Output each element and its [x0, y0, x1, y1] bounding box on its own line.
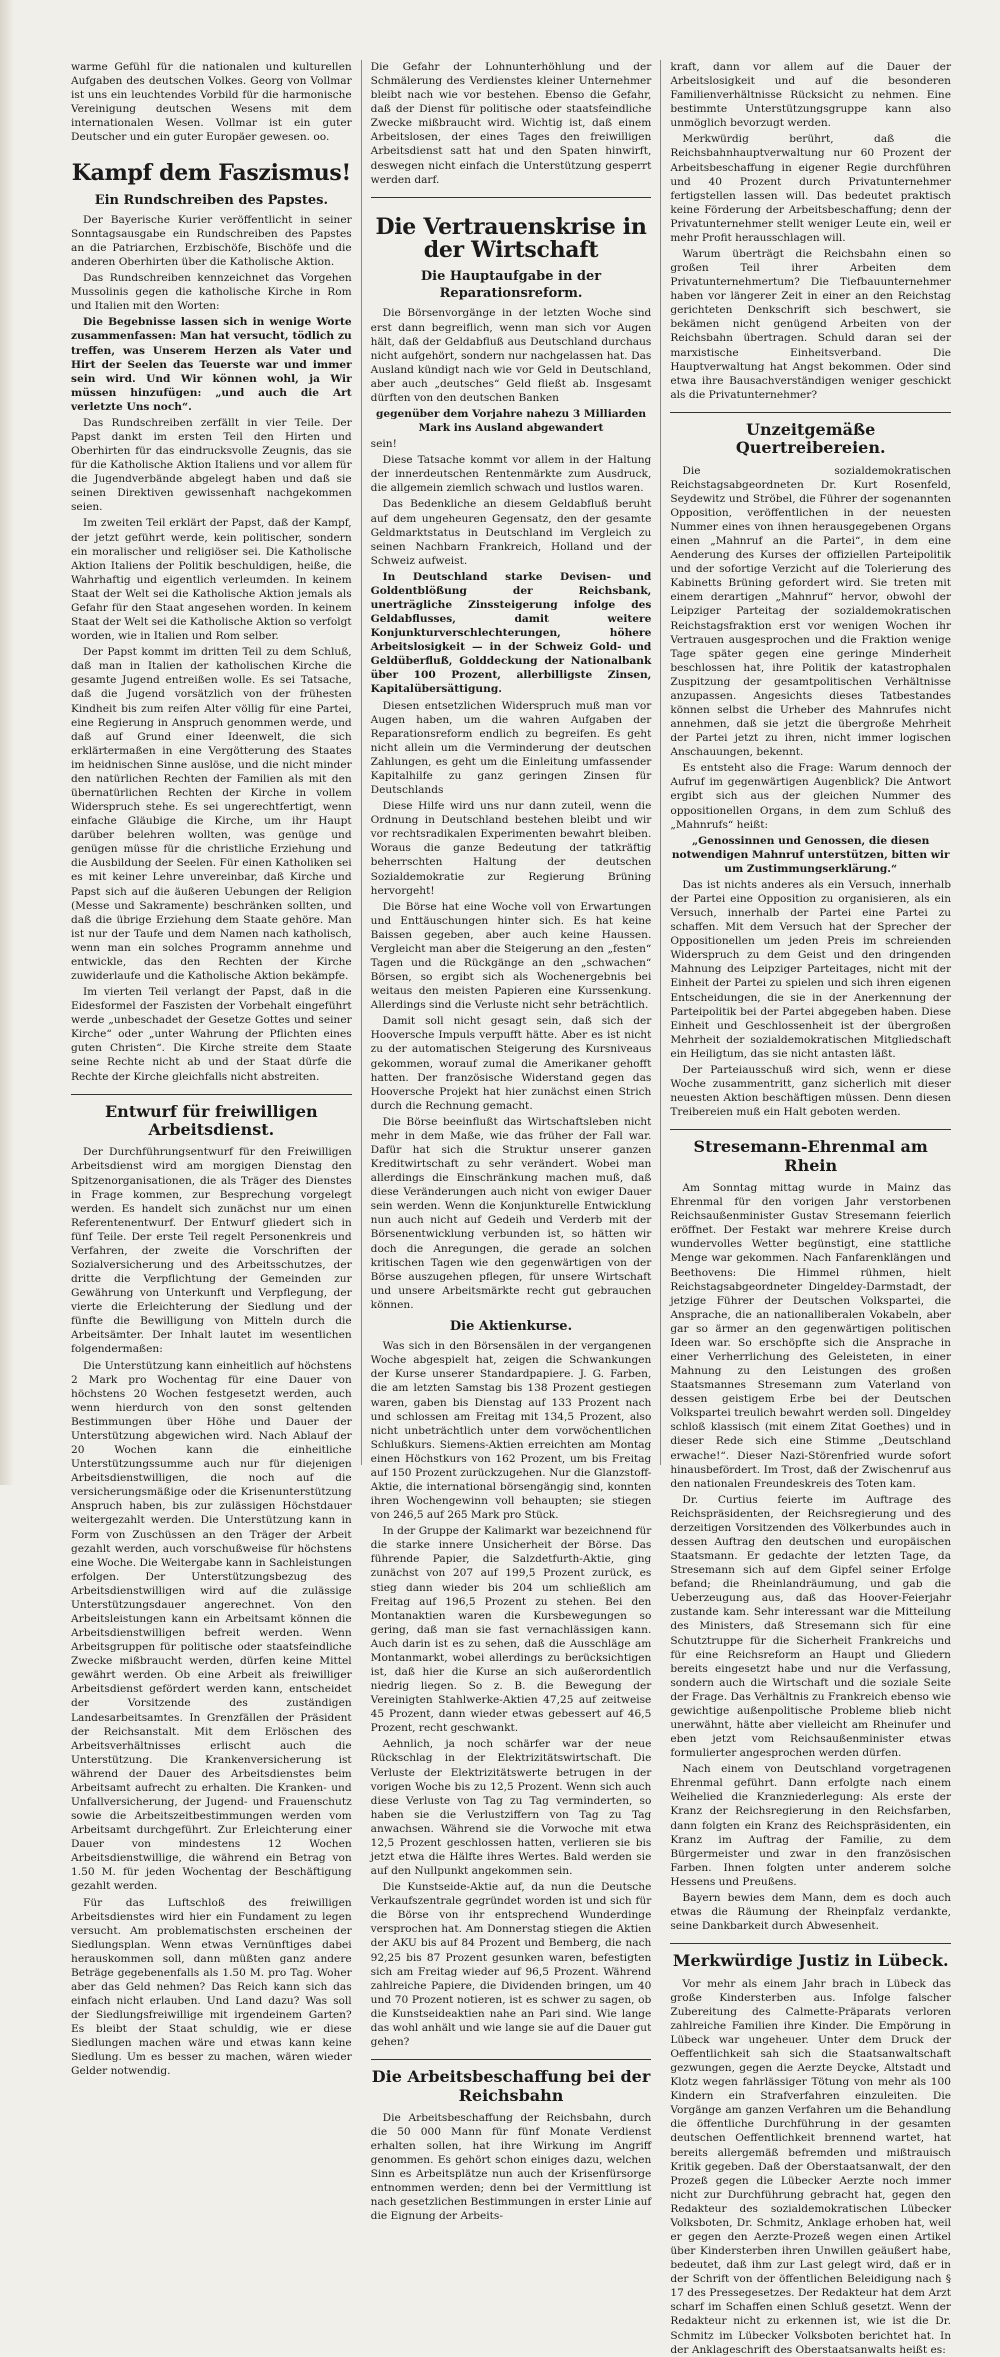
col3-paragraph: Dr. Curtius feierte im Auftrage des Reichspräsidenten, der Reichsregierung und des derzeitigen Vorsitzenden des Völkerbundes auch in dessen Auftrag den deutschen und europäischen Staatsmann. Er gedachte der letzten Tage, da Stresemann sich auf dem Gipfel seiner Erfolge befand; die Rheinlandräumung, und gab die Ueberzeugung aus, daß das Hoover-Feierjahr zustande kam. Sehr interessant war die Mitteilung des Ministers, daß Stresemann sich für eine Schutztruppe für die Sicherheit Frankreichs und für eine Reichsreform an Haupt und Gliedern bereits eingesetzt habe und nur die Verfassung, sondern auch die Wirtschaft und die soziale Seite der Frage. Das Verhältnis zu Frankreich ebenso wie gewichtige außenpolitische Probleme blieb nicht unerwähnt, hätte aber vielleicht am Rheinufer und eben jetzt vom Reichsaußenminister etwas formulierter angesprochen werden dürfen. [670, 1493, 952, 1760]
col2-bold-paragraph: In Deutschland starke Devisen- und Goldentblößung der Reichsbank, unerträgliche Zinssteigerung infolge des Geldabflusses, damit weitere Konjunkturverschlechterungen, höhere Arbeitslosigkeit — in der Schweiz Gold- und Geldüberfluß, Golddeckung der Nationalbank über 100 Prozent, allerbilligste Zinsen, Kapitalübersättigung. [370, 570, 652, 696]
headline-arbeitsdienst: Entwurf für freiwilligen Arbeitsdienst. [104, 1101, 318, 1139]
column-1 [62, 60, 362, 2078]
col1-paragraph: Im zweiten Teil erklärt der Papst, daß der Kampf, der jetzt geführt werde, kein politischer, sondern ein moralischer und religiöser sei. Die Katholische Aktion Italiens der Politik beschuldigen, heiße, die Wahrhaftig und eigentlich verleumden. In keinem Staat der Welt sei die Katholische Aktion jemals als Gefahr für den Staat angesehen worden. In keinem Staat der Welt sei die Katholische Aktion so verfolgt worden, wie in Italien und Rom selber. [71, 517, 352, 643]
section-divider [670, 412, 951, 413]
col3-paragraph: Am Sonntag mittag wurde in Mainz das Ehrenmal für den vorigen Jahr verstorbenen Reichsaußenminister Gustav Stresemann feierlich eröffnet. Der Festakt war mehrere Kreise durch wundervolles Wetter begünstigt, eine stattliche Menge war gekommen. Nach Fanfarenklängen und Beethovens: Die Himmel rühmen, hielt Reichstagsabgeordneter Dingeldey-Darmstadt, der jetzige Führer der Deutschen Volkspartei, die Ansprache, die an nationalliberalen Vokabeln, aber gar so ärmer an den gegenwärtigen politischen Ideen war. So erschöpfte sich die Ansprache in einer Verherrlichung des Geleisteten, in einer Mahnung zu den Leistungen des großen Staatsmannes Stresemann zum Vaterland von dessen geistigem Erbe bei der Deutschen Volkspartei treulich bewahrt werden soll. Dingeldey schloß klassisch (mit einem Zitat Goethes) und in dieser Rede sich eine Stimme „Deutschland erwache!“. Dieser Nazi-Störenfried wurde sofort hinausbefördert. Im Trost, daß der Zwischenruf aus den nationalen Freundeskreis des Toten kam. [670, 1182, 952, 1490]
section-divider [371, 2059, 652, 2060]
col3-paragraph: Die sozialdemokratischen Reichstagsabgeordneten Dr. Kurt Rosenfeld, Seydewitz und Ströbel, die Führer der sogenannten Opposition, veröffentlichen in der neuesten Nummer eines von ihnen herausgegebenen Organs einen „Mahnruf an die Partei“, in dem eine Aenderung des Kurses der offiziellen Parteipolitik und der sofortige Verzicht auf die Tolerierung des Kabinetts Brüning gefordert wird. Sie treten mit einem derartigen „Mahnruf“ hervor, obwohl der Leipziger Parteitag der sozialdemokratischen Reichstagsfraktion erst vor wenigen Wochen ihr Vertrauen ausgesprochen und die Fraktion wenige Tage später gegen eine geringe Minderheit beschlossen hat, ihre Politik der katastrophalen Zuspitzung der gesamtpolitischen Verhältnisse anzupassen. Angesichts dieses Tatbestandes können selbst die Urheber des Mahnrufes nicht annehmen, daß sie jetzt die übergroße Mehrheit der Partei jetzt zu ihren, nicht immer logischen Anschauungen, bekennt. [670, 464, 952, 759]
col2-intro: Die Gefahr der Lohnunterhöhlung und der Schmälerung des Verdienstes kleiner Unternehmer bleibt nach wie vor bestehen. Ebenso die Gefahr, daß der Dienst für politische oder staatsfeindliche Zwecke mißbraucht wird. Wichtig ist, daß einem Arbeitslosen, der eines Tages den freiwilligen Arbeitsdienst satt hat und den Spaten hinwirft, deswegen nicht einfach die Unterstützung gesperrt werden darf. [370, 61, 652, 186]
col2-paragraph: Die Kunstseide-Aktie auf, da nun die Deutsche Verkaufszentrale gegründet worden ist und sich für die Börse von ihr entsprechend Wunderdinge versprochen hat. Am Donnerstag stiegen die Aktien der AKU bis auf 84 Prozent und Bemberg, die nach 92,25 bis 87 Prozent gesunken waren, befestigten sich am Freitag wieder auf 96,5 Prozent. Während zahlreiche Papiere, die Dividenden bringen, um 40 und 70 Prozent notieren, ist es schwer zu sagen, ob die Kunstseideaktien nahe an Pari sind. Wie lange das wohl anhält und wie lange sie auf die Dauer gut gehen? [370, 1881, 652, 2049]
col1-quote-bold: Die Begebnisse lassen sich in wenige Worte zusammenfassen: Man hat versucht, tödlich zu treffen, was Unserem Herzen als Vater und Hirt der Seelen das Teuerste war und immer sein wird. Und Wir können wohl, ja Wir müssen hinzufügen: „und auch die Art verletzte Uns noch“. [71, 316, 352, 413]
headline-stresemann-ehrenmal: Stresemann-Ehrenmal am Rhein [693, 1137, 928, 1175]
col2-paragraph: Diesen entsetzlichen Widerspruch muß man vor Augen haben, um die wahren Aufgaben der Reparationsreform endlich zu begreifen. Es geht nicht allein um die Verminderung der deutschen Zahlungen, es geht um die Einleitung umfassender Kapitalhilfe zu ganz geringen Zinsen für Deutschlands [370, 699, 652, 797]
col3-quote-bold: „Genossinnen und Genossen, die diesen notwendigen Mahnruf unterstützen, bitten wir um Zustimmungserklärung.“ [671, 834, 950, 875]
col3-paragraph: Der Parteiausschuß wird sich, wenn er diese Woche zusammentritt, ganz sicherlich mit dieser neuesten Aktion beschäftigen müssen. Denn diesen Treibereien muß ein Halt geboten werden. [670, 1063, 952, 1119]
col2-paragraph: Diese Hilfe wird uns nur dann zuteil, wenn die Ordnung in Deutschland bestehen bleibt und wir vor rechtsradikalen Experimenten bewahrt bleiben. Woraus die ganze Bedeutung der tatkräftig beherrschten Haltung der deutschen Sozialdemokratie zur Regierung Brüning hervorgeht! [370, 800, 652, 897]
headline-vertrauenskrise: Die Vertrauenskrise in der Wirtschaft [375, 213, 647, 263]
col1-intro: warme Gefühl für die nationalen und kulturellen Aufgaben des deutschen Volkes. Georg von Vollmar ist uns ein leuchtendes Vorbild für die harmonische Vereinigung deutschen Wesens mit dem internationalen Wesen. Vollmar ist ein guter Deutscher und ein guter Europäer gewesen. oo. [71, 61, 352, 144]
section-divider [670, 1943, 951, 1944]
col3-paragraph: Warum überträgt die Reichsbahn einen so großen Teil ihrer Arbeiten dem Privatunternehmertum? Die Tiefbauunternehmer haben vor längerer Zeit in einer an den Reichstag gerichteten Denkschrift sich beschwert, sie bekämen nicht genügend Arbeiten von der Reichsbahn übertragen. Schuld daran sei der marxistische Einheitsverband. Die Hauptverwaltung hat Angst bekommen. Oder sind etwa ihre Bausachverständigen weniger geschickt als die Privatunternehmer? [670, 248, 952, 401]
headline-reichsbahn: Die Arbeitsbeschaffung bei der Reichsbahn [371, 2067, 651, 2105]
section-divider [71, 1094, 352, 1095]
col2-paragraph: Das Bedenkliche an diesem Geldabfluß beruht auf dem ungeheuren Gegensatz, den der gesamte Geldmarktstatus in Deutschland im Vergleich zu seinen Nachbarn Frankreich, Holland und der Schweiz aufweist. [370, 498, 652, 567]
col1-paragraph: Für das Luftschloß des freiwilligen Arbeitsdienstes wird hier ein Fundament zu legen versucht. Am problematischsten erscheinen der Siedlungsplan. Wenn etwas Vernünftiges dabei herauskommen soll, dann müßten ganz andere Beträge gegebenenfalls als 1.50 M. pro Tag. Woher aber das Geld nehmen? Das Reich kann sich das einfach nicht erlauben. Und Land dazu? Was soll der Siedlungsfreiwillige mit irgendeinem Garten? Es bleibt der Staat schuldig, wie er diese Siedlungen machen wäre und etwas kann keine Siedlung. Um es besser zu machen, wären wieder Gelder notwendig. [71, 1896, 352, 2078]
column-2 [362, 60, 662, 2223]
col2-paragraph: sein! [370, 438, 397, 451]
col2-paragraph: Was sich in den Börsensälen in der vergangenen Woche abgespielt hat, zeigen die Schwankungen der Kurse unserer Standardpapiere. J. G. Farben, die am letzten Samstag bis 138 Prozent gestiegen waren, gaben bis Dienstag auf 133 Prozent nach und schlossen am Freitag mit 134,5 Prozent, also nicht unbeträchtlich unter dem vorwöchentlichen Schlußkurs. Siemens-Aktien erreichten am Montag einen Höchstkurs von 162 Prozent, um bis Freitag auf 150 Prozent zurückzugehen. Nur die Glanzstoff-Aktie, die international börsengängig sind, konnten ihren Wochengewinn voll behaupten; sie stiegen von 246,5 auf 265 Mark pro Stück. [370, 1340, 652, 1522]
col2-paragraph: Diese Tatsache kommt vor allem in der Haltung der innerdeutschen Rentenmärkte zum Ausdruck, die allgemein ziemlich schwach und lustlos waren. [370, 454, 652, 495]
column-container [62, 60, 960, 2356]
col3-paragraph: Merkwürdig berührt, daß die Reichsbahnhauptverwaltung nur 60 Prozent der Arbeitsbeschaffung in eigener Regie durchführen und 40 Prozent durch Privatunternehmer fertigstellen lassen will. Das bedeutet praktisch keine Förderung der Arbeitsbeschaffung; denn der Privatunternehmer stellt weniger Leute ein, weil er mehr Profit herausschlagen will. [670, 133, 952, 244]
col3-intro: kraft, dann vor allem auf die Dauer der Arbeitslosigkeit und auf die besonderen Familienverhältnisse Rücksicht zu nehmen. Eine bestimmte Unterstützungsgruppe kann also unmöglich bevorzugt werden. [670, 61, 952, 130]
col1-paragraph: Der Bayerische Kurier veröffentlicht in seiner Sonntagsausgabe ein Rundschreiben des Papstes an die Patriarchen, Erzbischöfe, Bischöfe und die anderen Oberhirten über die Katholische Aktion. [71, 213, 352, 269]
col2-paragraph: Die Börse beeinflußt das Wirtschaftsleben nicht mehr in dem Maße, wie das früher der Fall war. Dafür hat sich die Struktur unserer ganzen Kreditwirtschaft zu sehr verändert. Wobei man allerdings die Einschränkung machen muß, daß diese Veränderungen auch nicht von ewiger Dauer sein werden. Wenn die Konjunkturelle Entwicklung nun auch nicht auf Gedeih und Verderb mit der Börsenentwicklung verbunden ist, so hätten wir doch die Anregungen, die gerade an solchen kritischen Tagen wie den gegenwärtigen von der Börse auszugehen pflegen, für unsere Wirtschaft und unsere Arbeitsmärkte recht gut gebrauchen können. [370, 1115, 652, 1311]
col1-paragraph: Das Rundschreiben kennzeichnet das Vorgehen Mussolinis gegen die katholische Kirche in Rom und Italien mit den Worten: [71, 272, 352, 313]
headline-aktienkurse: Die Aktienkurse. [449, 1318, 573, 1334]
col2-paragraph: Damit soll nicht gesagt sein, daß sich der Hooversche Impuls verpufft hätte. Aber es ist nicht zu der automatischen Steigerung des Kursniveaus gekommen, worauf zumal die Amerikaner gehofft hatten. Der französische Widerstand gegen das Hooversche Projekt hat hier zunächst einen Strich durch die Rechnung gemacht. [370, 1015, 652, 1112]
col2-paragraph: Die Börsenvorgänge in der letzten Woche sind erst dann begreiflich, wenn man sich vor Augen hält, daß der Geldabfluß aus Deutschland durchaus nicht aufgehört, sondern nur nachgelassen hat. Das Ausland kündigt nach wie vor Geld in Deutschland, aber auch „deutsches“ Geld fließt ab. Insgesamt dürften von den deutschen Banken [370, 307, 652, 404]
subheadline-reparationsreform: Die Hauptaufgabe in der Reparationsreform. [420, 268, 602, 302]
col3-paragraph: Bayern bewies dem Mann, dem es doch auch etwas die Räumung der Rheinpfalz verdankte, seine Dankbarkeit durch Abwesenheit. [670, 1891, 952, 1933]
col2-paragraph: Aehnlich, ja noch schärfer war der neue Rückschlag in der Elektrizitätswirtschaft. Die Verluste der Elektrizitätswerte betrugen in der vorigen Woche bis zu 12,5 Prozent. Wenn sich auch diese Verluste von Tag zu Tag verminderten, so haben sie die Verlustziffern von Tag zu Tag anwachsen. Während sie die Vorwoche mit etwa 12,5 Prozent geschlossen hatten, verlieren sie bis jetzt etwa die Hälfte ihres Wertes. Bald werden sie auf den Nullpunkt angekommen sein. [370, 1738, 652, 1878]
col2-highlight: gegenüber dem Vorjahre nahezu 3 Milliarden Mark ins Ausland abgewandert [375, 408, 647, 435]
col3-paragraph: Das ist nichts anderes als ein Versuch, innerhalb der Partei eine Opposition zu organisieren, als ein Versuch, innerhalb der Partei eine Partei zu schaffen. Mit dem Versuch hat der Sprecher der Oppositionellen um jeden Preis im schreienden Widerspruch zu dem Geist und den dringenden Mahnung des Leipziger Parteitages, nicht mit der Einheit der Partei zu spielen und sich ihren eigenen Entscheidungen, die sie in der Anerkennung der Parteipolitik bei der Partei abgegeben haben. Diese Einheit und Geschlossenheit ist der übergroßen Mehrheit der sozialdemokratischen Mitgliedschaft ein Heiligtum, das sie nicht antasten läßt. [670, 878, 952, 1060]
headline-quertreibereien: Unzeitgemäße Quertreibereien. [735, 419, 886, 458]
col2-paragraph: Die Börse hat eine Woche voll von Erwartungen und Enttäuschungen hinter sich. Es hat keine Baissen gegeben, aber auch keine Haussen. Vergleicht man aber die Steigerung an den „festen“ Tagen und die Rückgänge an den „schwachen“ Börsen, so ergibt sich als Wochenergebnis bei weitaus den meisten Papieren eine Kurssenkung. Allerdings sind die Verluste nicht sehr beträchtlich. [370, 900, 652, 1012]
col2-paragraph: In der Gruppe der Kalimarkt war bezeichnend für die starke innere Unsicherheit der Börse. Das führende Papier, die Salzdetfurth-Aktie, ging zunächst von 207 auf 199,5 Prozent zurück, es stieg dann wieder bis 204 um schließlich am Freitag auf 196,5 Prozent zu stehen. Bei den Montanaktien waren die Kursbewegungen so gering, daß man sie fast vernachlässigen kann. Auch darin ist es zu sehen, daß die Ausschläge am Montanmarkt, wobei allerdings zu berücksichtigen ist, daß hier die Kurse an sich außerordentlich niedrig liegen. So z. B. die Bewegung der Vereinigten Stahlwerke-Aktien 47,25 auf zeitweise 45 Prozent, dann wieder etwas gebessert auf 46,5 Prozent, recht geschwankt. [370, 1525, 652, 1735]
headline-justiz-luebeck: Merkwürdige Justiz in Lübeck. [672, 1951, 949, 1971]
col1-paragraph: Das Rundschreiben zerfällt in vier Teile. Der Papst dankt im ersten Teil den Hirten und Oberhirten für das eindrucksvolle Zeugnis, das sie für die Katholische Aktion Italiens und vor allem für die Jugendverbände abgelegt haben und daß sie seinen Direktiven gewissenhaft nachgekommen seien. [71, 416, 352, 514]
subheadline-rundschreiben: Ein Rundschreiben des Papstes. [94, 192, 328, 208]
col1-paragraph: Der Durchführungsentwurf für den Freiwilligen Arbeitsdienst wird am morgigen Dienstag den Spitzenorganisationen, die als Träger des Dienstes in Frage kommen, zur Besprechung vorgelegt werden. Es handelt sich zunächst nur um einen Referentenentwurf. Der Entwurf gliedert sich in fünf Teile. Der erste Teil regelt Personenkreis und Verfahren, der zweite die Vorschriften der Sozialversicherung und des Arbeitsschutzes, der dritte die Verpflichtung der Gemeinden zur Gewährung von Unterkunft und Verpflegung, der vierte die Erleichterung der Siedlung und der fünfte die Bewilligung von Mitteln durch die Arbeitsämter. Der Inhalt lautet im wesentlichen folgendermaßen: [71, 1146, 352, 1356]
section-divider [371, 197, 652, 198]
col1-paragraph: Im vierten Teil verlangt der Papst, daß in die Eidesformel der Faszisten der Vorbehalt eingeführt werde „unbeschadet der Gesetze Gottes und seiner Kirche“ oder „unter Wahrung der Pflichten eines guten Christen“. Die Kirche streite dem Staate seine Rechte nicht ab und der Staat dürfe die Rechte der Kirche gleichfalls nicht abstreiten. [71, 986, 352, 1083]
col3-paragraph: Es entsteht also die Frage: Warum dennoch der Aufruf im gegenwärtigen Augenblick? Die Antwort ergibt sich aus der gleichen Nummer des oppositionellen Organs, in dem zum Schluß des „Mahnrufs“ heißt: [670, 762, 952, 831]
section-divider [670, 1129, 951, 1130]
headline-kampf-faszismus: Kampf dem Faszismus! [71, 160, 351, 187]
col1-paragraph: Der Papst kommt im dritten Teil zu dem Schluß, daß man in Italien der katholischen Kirche die gesamte Jugend entreißen wolle. Es sei Tatsache, daß die Jugend vorsätzlich von der frühesten Kindheit bis zum reifen Alter völlig für eine Partei, eine Regierung in Anspruch genommen werde, und daß auf Grund einer Ideenwelt, die sich erklärtermaßen in eine Vergötterung des Staates im heidnischen Sinne auslöse, und die nicht minder den natürlichen Rechten der Familien als mit den übernatürlichen Rechten der Kirche in vollem Widerspruch stehe. Es sei ungerechtfertigt, wenn einfache Gläubige die Kirche, um ihr Haupt darüber belehren wollten, was genüge und genügen müsse für die christliche Erziehung und die Ausbildung der Seelen. Für einen Katholiken sei es mit keiner Lehre unvereinbar, daß Kirche und Papst sich auf die äußeren Uebungen der Religion (Messe und Sakramente) beschränken sollten, und daß die übrige Erziehung dem Staate gehöre. Man ist nur der Taufe und dem Namen nach katholisch, wenn man ein solches Programm annehme und entwickle, das den Rechten der Kirche zuwiderlaufe und die Katholische Aktion bekämpfe. [71, 646, 352, 982]
column-3 [661, 60, 960, 2356]
col2-paragraph: Die Arbeitsbeschaffung der Reichsbahn, durch die 50 000 Mann für fünf Monate Verdienst erhalten sollen, hat ihre Wirkung im Angriff genommen. Es gehört schon einiges dazu, welchen Sinn es Arbeitsplätze nun auch der Krisenfürsorge entnommen werden; denn bei der Vermittlung ist nach gesetzlichen Bestimmungen in erster Linie auf die Eignung der Arbeits- [370, 2111, 652, 2223]
col3-paragraph: Nach einem von Deutschland vorgetragenen Ehrenmal geführt. Dann erfolgte nach einem Weihelied die Kranzniederlegung: Als erste der Kranz der Reichsregierung in den Reichsfarben, dann folgten ein Kranz des Reichspräsidenten, ein Kranz im Auftrag der Familie, zu dem Bürgermeister und zwar in den französischen Farben. Ihnen folgten unter anderem solche Hessens und Preußens. [670, 1763, 952, 1888]
col1-paragraph: Die Unterstützung kann einheitlich auf höchstens 2 Mark pro Wochentag für eine Dauer von höchstens 20 Wochen festgesetzt werden, auch wenn hierdurch von den sonst geltenden Bestimmungen über Höhe und Dauer der Unterstützung abgewichen wird. Nach Ablauf der 20 Wochen kann die einheitliche Unterstützungssumme auch nur für diejenigen Arbeitsdienstwilligen, die noch auf die versicherungsmäßige oder die Krisenunterstützung Anspruch haben, bis zur zulässigen Höchstdauer weitergezahlt werden. Die Unterstützung kann in Form von Zuschüssen an den Träger der Arbeit gezahlt werden, auch vorschußweise für höchstens eine Woche. Die Weitergabe kann in Sachleistungen erfolgen. Der Unterstützungsbezug des Arbeitsdienstwilligen wird auf die zulässige Unterstützungsdauer angerechnet. Von den Arbeitsleistungen kann ein Arbeitsamt können die Arbeitsdienstwilligen befreit werden. Wenn Arbeitsgruppen für politische oder staatsfeindliche Zwecke mißbraucht werden, dürfen keine Mittel gewährt werden. Ob eine Arbeit als freiwilliger Arbeitsdienst gefördert werden kann, entscheidet der Vorsitzende des zuständigen Landesarbeitsamtes. In Grenzfällen der Präsident der Reichsanstalt. Mit dem Erlöschen des Arbeitsverhältnisses erlischt auch die Unterstützung. Die Krankenversicherung ist während der Dauer des Arbeitsdienstes beim Arbeitsamt aufrecht zu erhalten. Die Kranken- und Unfallversicherung, der Jugend- und Frauenschutz sowie die Arbeitszeitbestimmungen werden vom Arbeitsamt durchgeführt. Zur Erleichterung einer Dauer von mindestens 12 Wochen Arbeitsdienstwillige, die während ein Betrag von 1.50 M. für jeden Wochentag der Beschäftigung gezahlt werden. [71, 1359, 352, 1893]
col3-paragraph: Vor mehr als einem Jahr brach in Lübeck das große Kindersterben aus. Infolge falscher Zubereitung des Calmette-Präparats verloren zahlreiche Familien ihre Kinder. Die Empörung in Lübeck war ungeheuer. Unter dem Druck der Oeffentlichkeit sah sich die Staatsanwaltschaft gezwungen, gegen die Aerzte Deycke, Altstadt und Klotz wegen fahrlässiger Tötung von mehr als 100 Kindern ein Strafverfahren einzuleiten. Die Vorgänge am ganzen Verfahren um die Behandlung die öffentliche Durchführung in der gesamten deutschen Oeffentlichkeit brennend wartet, hat bereits allergemäß befremden und mißtrauisch Kritik gegeben. Daß der Oberstaatsanwalt, der den Prozeß gegen die Lübecker Aerzte noch immer nicht zur Durchführung gebracht hat, gegen den Redakteur des sozialdemokratischen Lübecker Volksboten, Dr. Schmitz, Anklage erhoben hat, weil er gegen den Aerzte-Prozeß wegen einen Artikel über Kindersterben ihren Unwillen geäußert habe, bedeutet, daß ihm zur Last gelegt wird, daß er in der Schrift von der öffentlichen Beleidigung nach § 17 des Pressegesetzes. Der Redakteur hat dem Arzt scharf im Schaffen einen Schluß gesetzt. Wenn der Redakteur nicht zu erkennen ist, wie ist die Dr. Schmitz im Lübecker Volksboten berichtet hat. In der Anklageschrift des Oberstaatsanwalts heißt es: [670, 1977, 952, 2356]
